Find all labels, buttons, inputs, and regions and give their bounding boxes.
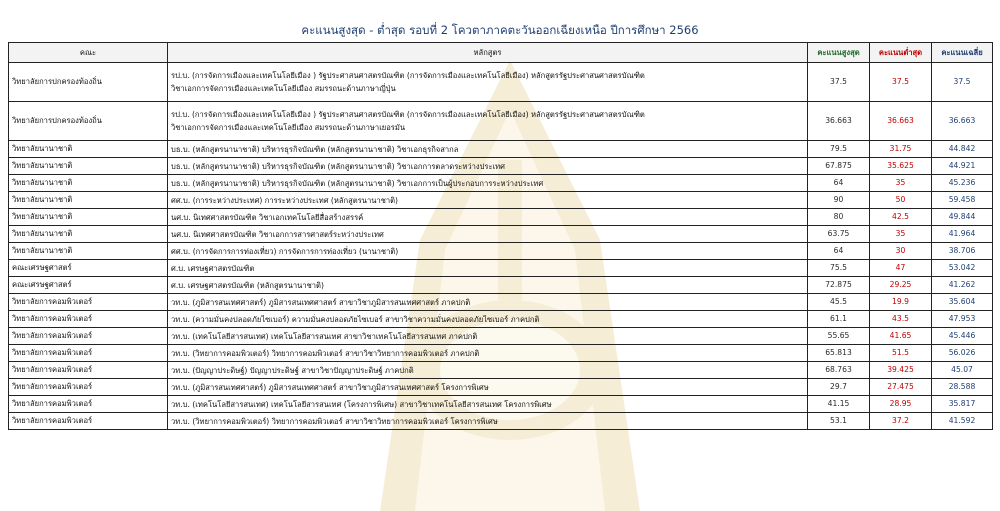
program-cell: [168, 396, 808, 413]
program-cell: [168, 209, 808, 226]
min-score-cell: 41.65: [870, 328, 932, 345]
avg-score-cell: 41.262: [932, 277, 993, 294]
program-line: วท.บ. (ภูมิสารสนเทศศาสตร์) ภูมิสารสนเทศศาสตร์ สาขาวิชาภูมิสารสนเทศศาสตร์ โครงการพิเศษ: [171, 382, 489, 392]
table-row: [9, 413, 993, 430]
column-header-min-score: คะแนนต่ำสุด: [870, 43, 932, 63]
program-line: บธ.บ. (หลักสูตรนานาชาติ) บริหารธุรกิจบัณฑิต (หลักสูตรนานาชาติ) วิชาเอกการเป็นผู้ประกอบการระหว่างประเทศ: [171, 178, 544, 188]
table-row: [9, 63, 993, 102]
avg-score-cell: 44.921: [932, 158, 993, 175]
program-cell: [168, 311, 808, 328]
faculty-cell: วิทยาลัยนานาชาติ: [9, 226, 168, 243]
program-line: วท.บ. (เทคโนโลยีสารสนเทศ) เทคโนโลยีสารสนเทศ (โครงการพิเศษ) สาขาวิชาเทคโนโลยีสารสนเทศ โครงการพิเศษ: [171, 399, 552, 409]
avg-score-cell: 35.817: [932, 396, 993, 413]
min-score-cell: 43.5: [870, 311, 932, 328]
program-cell: [168, 63, 808, 102]
max-score-cell: 29.7: [808, 379, 870, 396]
program-cell: [168, 294, 808, 311]
max-score-cell: 65.813: [808, 345, 870, 362]
program-cell: [168, 328, 808, 345]
column-header-avg-score: คะแนนเฉลี่ย: [932, 43, 993, 63]
min-score-cell: 31.75: [870, 141, 932, 158]
table-row: [9, 158, 993, 175]
table-row: [9, 260, 993, 277]
table-row: [9, 328, 993, 345]
max-score-cell: 68.763: [808, 362, 870, 379]
avg-score-cell: 41.592: [932, 413, 993, 430]
faculty-cell: วิทยาลัยการปกครองท้องถิ่น: [9, 102, 168, 141]
max-score-cell: 90: [808, 192, 870, 209]
max-score-cell: 75.5: [808, 260, 870, 277]
min-score-cell: 39.425: [870, 362, 932, 379]
faculty-cell: วิทยาลัยการคอมพิวเตอร์: [9, 379, 168, 396]
table-body: [9, 63, 993, 430]
max-score-cell: 67.875: [808, 158, 870, 175]
max-score-cell: 45.5: [808, 294, 870, 311]
table-row: [9, 362, 993, 379]
faculty-cell: วิทยาลัยนานาชาติ: [9, 141, 168, 158]
avg-score-cell: 45.07: [932, 362, 993, 379]
min-score-cell: 27.475: [870, 379, 932, 396]
min-score-cell: 50: [870, 192, 932, 209]
table-row: [9, 396, 993, 413]
table-row: [9, 209, 993, 226]
table-row: [9, 311, 993, 328]
program-cell: [168, 175, 808, 192]
program-cell: [168, 141, 808, 158]
faculty-cell: คณะเศรษฐศาสตร์: [9, 277, 168, 294]
table-row: [9, 226, 993, 243]
avg-score-cell: 45.446: [932, 328, 993, 345]
min-score-cell: 30: [870, 243, 932, 260]
program-line: วท.บ. (วิทยาการคอมพิวเตอร์) วิทยาการคอมพิวเตอร์ สาขาวิชาวิทยาการคอมพิวเตอร์ ภาคปกติ: [171, 348, 480, 358]
faculty-cell: วิทยาลัยการคอมพิวเตอร์: [9, 362, 168, 379]
program-line: นศ.บ. นิเทศศาสตรบัณฑิต วิชาเอกเทคโนโลยีสื่อสร้างสรรค์: [171, 212, 364, 222]
min-score-cell: 28.95: [870, 396, 932, 413]
program-cell: [168, 192, 808, 209]
program-cell: [168, 158, 808, 175]
avg-score-cell: 59.458: [932, 192, 993, 209]
table-row: [9, 102, 993, 141]
program-cell: [168, 260, 808, 277]
max-score-cell: 55.65: [808, 328, 870, 345]
min-score-cell: 35: [870, 226, 932, 243]
table-header-row: [9, 43, 993, 63]
table-row: [9, 175, 993, 192]
max-score-cell: 72.875: [808, 277, 870, 294]
avg-score-cell: 38.706: [932, 243, 993, 260]
program-line: บธ.บ. (หลักสูตรนานาชาติ) บริหารธุรกิจบัณฑิต (หลักสูตรนานาชาติ) วิชาเอกการตลาดระหว่างประเทศ: [171, 161, 505, 171]
min-score-cell: 37.2: [870, 413, 932, 430]
faculty-cell: วิทยาลัยนานาชาติ: [9, 192, 168, 209]
table-row: [9, 243, 993, 260]
column-header-faculty: คณะ: [9, 43, 168, 63]
max-score-cell: 79.5: [808, 141, 870, 158]
faculty-cell: วิทยาลัยนานาชาติ: [9, 175, 168, 192]
max-score-cell: 36.663: [808, 102, 870, 141]
min-score-cell: 37.5: [870, 63, 932, 102]
faculty-cell: วิทยาลัยนานาชาติ: [9, 209, 168, 226]
min-score-cell: 29.25: [870, 277, 932, 294]
faculty-cell: วิทยาลัยการปกครองท้องถิ่น: [9, 63, 168, 102]
faculty-cell: วิทยาลัยการคอมพิวเตอร์: [9, 345, 168, 362]
program-cell: [168, 243, 808, 260]
program-line: ศศ.บ. (การระหว่างประเทศ) การระหว่างประเทศ (หลักสูตรนานาชาติ): [171, 195, 399, 205]
avg-score-cell: 47.953: [932, 311, 993, 328]
faculty-cell: วิทยาลัยนานาชาติ: [9, 243, 168, 260]
avg-score-cell: 28.588: [932, 379, 993, 396]
program-cell: [168, 226, 808, 243]
program-line: วท.บ. (ความมั่นคงปลอดภัยไซเบอร์) ความมั่นคงปลอดภัยไซเบอร์ สาขาวิชาความมั่นคงปลอดภัยไซเบอร์ ภาคปกติ: [171, 314, 540, 324]
program-cell: [168, 277, 808, 294]
program-line: ศ.บ. เศรษฐศาสตรบัณฑิต: [171, 263, 255, 273]
column-header-max-score: คะแนนสูงสุด: [808, 43, 870, 63]
max-score-cell: 41.15: [808, 396, 870, 413]
scores-table: [8, 42, 993, 430]
min-score-cell: 35: [870, 175, 932, 192]
min-score-cell: 35.625: [870, 158, 932, 175]
min-score-cell: 36.663: [870, 102, 932, 141]
faculty-cell: วิทยาลัยนานาชาติ: [9, 158, 168, 175]
table-row: [9, 345, 993, 362]
program-cell: [168, 362, 808, 379]
table-row: [9, 379, 993, 396]
program-line: บธ.บ. (หลักสูตรนานาชาติ) บริหารธุรกิจบัณฑิต (หลักสูตรนานาชาติ) วิชาเอกธุรกิจสากล: [171, 144, 459, 154]
program-cell: [168, 345, 808, 362]
program-line: วท.บ. (วิทยาการคอมพิวเตอร์) วิทยาการคอมพิวเตอร์ สาขาวิชาวิทยาการคอมพิวเตอร์ โครงการพิเศษ: [171, 416, 498, 426]
avg-score-cell: 36.663: [932, 102, 993, 141]
min-score-cell: 42.5: [870, 209, 932, 226]
program-line: วท.บ. (ภูมิสารสนเทศศาสตร์) ภูมิสารสนเทศศาสตร์ สาขาวิชาภูมิสารสนเทศศาสตร์ ภาคปกติ: [171, 297, 471, 307]
faculty-cell: วิทยาลัยการคอมพิวเตอร์: [9, 328, 168, 345]
faculty-cell: วิทยาลัยการคอมพิวเตอร์: [9, 413, 168, 430]
table-row: [9, 141, 993, 158]
max-score-cell: 80: [808, 209, 870, 226]
program-line: รป.บ. (การจัดการเมืองและเทคโนโลยีเมือง ) รัฐประศาสนศาสตรบัณฑิต (การจัดการเมืองและเทคโนโลยีเมือง) หลักสูตรรัฐประศาสนศาสตรบัณฑิต: [171, 110, 645, 119]
program-cell: [168, 379, 808, 396]
max-score-cell: 63.75: [808, 226, 870, 243]
table-row: [9, 294, 993, 311]
max-score-cell: 53.1: [808, 413, 870, 430]
program-line: นศ.บ. นิเทศศาสตรบัณฑิต วิชาเอกการสารศาสตร์ระหว่างประเทศ: [171, 229, 384, 239]
max-score-cell: 64: [808, 175, 870, 192]
faculty-cell: วิทยาลัยการคอมพิวเตอร์: [9, 294, 168, 311]
column-header-program: หลักสูตร: [168, 43, 808, 63]
avg-score-cell: 37.5: [932, 63, 993, 102]
program-line: วิชาเอกการจัดการเมืองและเทคโนโลยีเมือง สมรรถนะด้านภาษาเยอรมัน: [171, 123, 406, 132]
avg-score-cell: 41.964: [932, 226, 993, 243]
min-score-cell: 51.5: [870, 345, 932, 362]
avg-score-cell: 53.042: [932, 260, 993, 277]
avg-score-cell: 56.026: [932, 345, 993, 362]
program-line: วท.บ. (เทคโนโลยีสารสนเทศ) เทคโนโลยีสารสนเทศ สาขาวิชาเทคโนโลยีสารสนเทศ ภาคปกติ: [171, 331, 478, 341]
program-line: วท.บ. (ปัญญาประดิษฐ์) ปัญญาประดิษฐ์ สาขาวิชาปัญญาประดิษฐ์ ภาคปกติ: [171, 365, 414, 375]
min-score-cell: 47: [870, 260, 932, 277]
avg-score-cell: 49.844: [932, 209, 993, 226]
avg-score-cell: 44.842: [932, 141, 993, 158]
faculty-cell: คณะเศรษฐศาสตร์: [9, 260, 168, 277]
program-cell: [168, 102, 808, 141]
page-title: คะแนนสูงสุด - ต่ำสุด รอบที่ 2 โควตาภาคตะวันออกเฉียงเหนือ ปีการศึกษา 2566: [301, 23, 699, 37]
program-cell: [168, 413, 808, 430]
program-line: ศศ.บ. (การจัดการการท่องเที่ยว) การจัดการการท่องเที่ยว (นานาชาติ): [171, 246, 399, 256]
max-score-cell: 64: [808, 243, 870, 260]
table-row: [9, 192, 993, 209]
faculty-cell: วิทยาลัยการคอมพิวเตอร์: [9, 396, 168, 413]
program-line: รป.บ. (การจัดการเมืองและเทคโนโลยีเมือง ) รัฐประศาสนศาสตรบัณฑิต (การจัดการเมืองและเทคโนโลยีเมือง) หลักสูตรรัฐประศาสนศาสตรบัณฑิต: [171, 71, 645, 80]
max-score-cell: 61.1: [808, 311, 870, 328]
table-row: [9, 277, 993, 294]
program-line: วิชาเอกการจัดการเมืองและเทคโนโลยีเมือง สมรรถนะด้านภาษาญี่ปุ่น: [171, 84, 396, 93]
avg-score-cell: 35.604: [932, 294, 993, 311]
avg-score-cell: 45.236: [932, 175, 993, 192]
min-score-cell: 19.9: [870, 294, 932, 311]
max-score-cell: 37.5: [808, 63, 870, 102]
program-line: ศ.บ. เศรษฐศาสตรบัณฑิต (หลักสูตรนานาชาติ): [171, 280, 324, 290]
faculty-cell: วิทยาลัยการคอมพิวเตอร์: [9, 311, 168, 328]
